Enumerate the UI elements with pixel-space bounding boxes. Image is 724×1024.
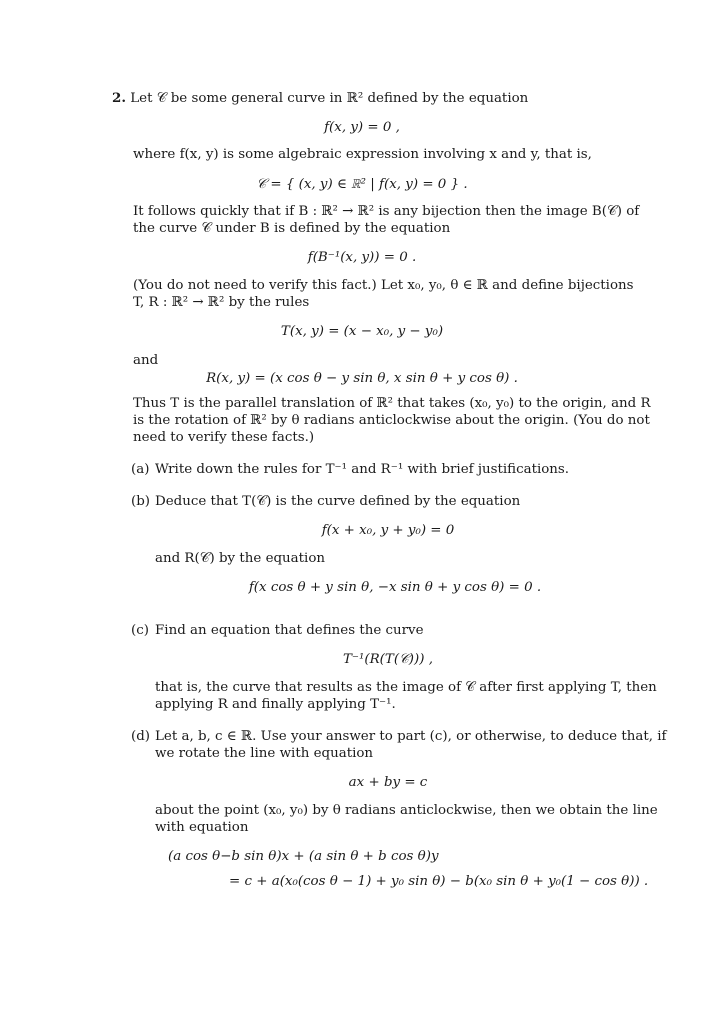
thus-text-2: is the rotation of ℝ² by θ radians anticlockwise about the origin. (You do not	[133, 413, 650, 428]
part-d-text-2: we rotate the line with equation	[155, 746, 374, 761]
part-d-text-3: about the point (x₀, y₀) by θ radians anticlockwise, then we obtain the line	[155, 803, 658, 818]
equation-set: 𝒞 = { (x, y) ∈ ℝ² | f(x, y) = 0 } .	[256, 177, 468, 192]
part-d-text-4: with equation	[155, 820, 249, 835]
thus-text-1: Thus T is the parallel translation of ℝ² that takes (x₀, y₀) to the origin, and R	[133, 396, 651, 411]
part-a-text: Write down the rules for T⁻¹ and R⁻¹ with brief justifications.	[155, 462, 570, 477]
part-c-text-2: that is, the curve that results as the image of 𝒞 after first applying T, then	[155, 680, 657, 695]
equation-curve: f(x, y) = 0 ,	[324, 120, 400, 135]
and-text: and	[133, 353, 159, 368]
part-d-text-1: Let a, b, c ∈ ℝ. Use your answer to part (c), or otherwise, to deduce that, if	[155, 729, 667, 744]
problem-intro-line	[112, 89, 528, 108]
part-c-label: (c)	[131, 623, 149, 638]
part-d-label: (d)	[131, 729, 151, 744]
part-c-equation: T⁻¹(R(T(𝒞))) ,	[342, 652, 433, 667]
part-b-equation-2: f(x cos θ + y sin θ, −x sin θ + y cos θ) = 0 .	[248, 580, 542, 595]
where-text: where f(x, y) is some algebraic expression involving x and y, that is,	[133, 147, 592, 162]
equation-inverse: f(B⁻¹(x, y)) = 0 .	[307, 250, 417, 265]
part-b-text-2: and R(𝒞) by the equation	[155, 551, 326, 566]
note-text-1: (You do not need to verify this fact.) Let x₀, y₀, θ ∈ ℝ and define bijections	[133, 278, 634, 293]
part-b-label: (b)	[131, 494, 151, 509]
part-c-text-3: applying R and finally applying T⁻¹.	[155, 697, 396, 712]
note-text-2: T, R : ℝ² → ℝ² by the rules	[133, 295, 310, 310]
follows-text-1: It follows quickly that if B : ℝ² → ℝ² is any bijection then the image B(𝒞) of	[133, 204, 640, 219]
part-d-equation-line: ax + by = c	[348, 775, 428, 790]
equation-translation: T(x, y) = (x − x₀, y − y₀)	[280, 324, 444, 339]
follows-text-2: the curve 𝒞 under B is defined by the equation	[133, 221, 451, 236]
part-a-label: (a)	[131, 462, 150, 477]
problem-number: 2.	[112, 90, 126, 106]
thus-text-3: need to verify these facts.)	[133, 430, 315, 445]
part-d-equation-lhs: (a cos θ−b sin θ)x + (a sin θ + b cos θ)y	[168, 849, 439, 864]
equation-rotation: R(x, y) = (x cos θ − y sin θ, x sin θ + y cos θ) .	[206, 371, 518, 386]
part-b-equation-1: f(x + x₀, y + y₀) = 0	[321, 523, 455, 538]
problem-intro: Let 𝒞 be some general curve in ℝ² defined by the equation	[130, 91, 529, 106]
part-c-text: Find an equation that defines the curve	[155, 623, 424, 638]
part-d-equation-rhs: = c + a(x₀(cos θ − 1) + y₀ sin θ) − b(x₀ sin θ + y₀(1 − cos θ)) .	[229, 874, 649, 889]
part-b-text: Deduce that T(𝒞) is the curve defined by the equation	[155, 494, 521, 509]
